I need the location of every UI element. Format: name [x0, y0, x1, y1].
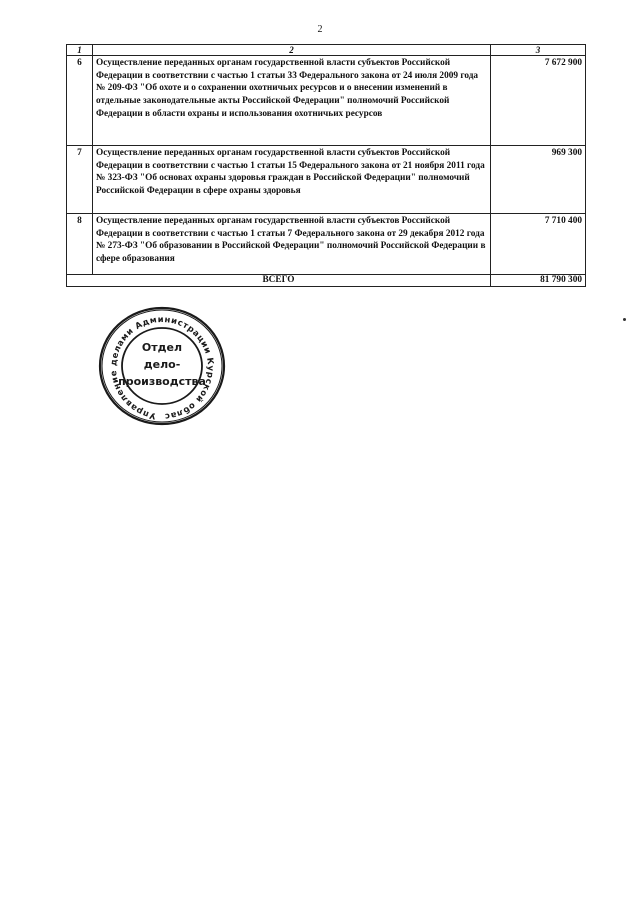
- row-description: Осуществление переданных органам государственной власти субъектов Российской Федерации в соответствии с частью 1 статьи 15 Федерального закона от 21 ноября 2011 года № 323-ФЗ "Об основах охраны здоровья граждан в Российской Федерации" полномочий Российской Федерации в сфере охраны здоровья: [93, 146, 491, 214]
- column-header-1: 1: [67, 45, 93, 56]
- total-label: ВСЕГО: [67, 275, 491, 287]
- stamp-center-line-3: производства: [118, 375, 206, 388]
- table-row: [67, 56, 586, 146]
- total-amount: 81 790 300: [491, 275, 586, 287]
- appropriations-table: [66, 44, 586, 287]
- row-number: 7: [67, 146, 93, 214]
- stamp-ring-text: Управление делами Администрации Курской облас: [107, 313, 217, 422]
- stamp-seal-icon: [96, 304, 228, 428]
- column-header-3: 3: [491, 45, 586, 56]
- scan-speck: [623, 318, 626, 321]
- row-number: 6: [67, 56, 93, 146]
- office-stamp: [96, 304, 228, 428]
- stamp-center-line-1: Отдел: [141, 341, 183, 354]
- table-row: [67, 214, 586, 275]
- page-number: 2: [317, 24, 323, 35]
- row-amount: 7 710 400: [491, 214, 586, 275]
- total-row: [67, 275, 586, 287]
- column-header-2: 2: [93, 45, 491, 56]
- stamp-center-line-2: дело-: [143, 358, 181, 371]
- row-description: Осуществление переданных органам государственной власти субъектов Российской Федерации в соответствии с частью 1 статьи 33 Федерального закона от 24 июля 2009 года № 209-ФЗ "Об охоте и о сохранении охотничьих ресурсов и о внесении изменений в отдельные законодательные акты Российской Федерации" полномочий Российской Федерации в области охраны и использования охотничьих ресурсов: [93, 56, 491, 146]
- row-amount: 7 672 900: [491, 56, 586, 146]
- row-amount: 969 300: [491, 146, 586, 214]
- table-header-row: [67, 45, 586, 56]
- row-number: 8: [67, 214, 93, 275]
- row-description: Осуществление переданных органам государственной власти субъектов Российской Федерации в соответствии с частью 1 статьи 7 Федерального закона от 29 декабря 2012 года № 273-ФЗ "Об образовании в Российской Федерации" полномочий Российской Федерации в сфере образования: [93, 214, 491, 275]
- table-row: [67, 146, 586, 214]
